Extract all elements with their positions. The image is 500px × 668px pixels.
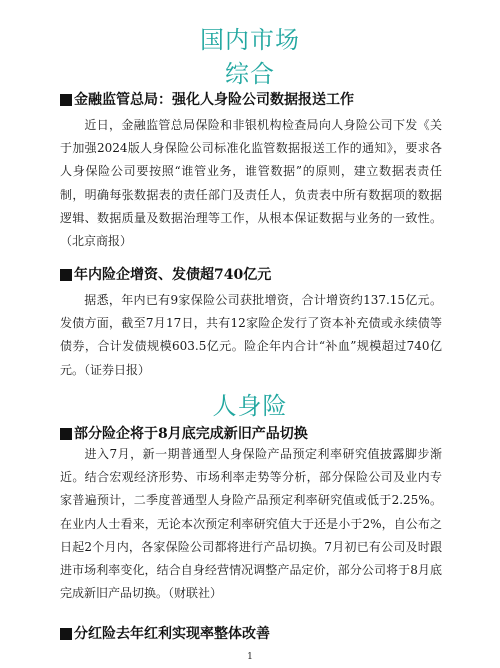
page-number: 1 (247, 652, 253, 662)
article-body-text: 据悉，年内已有9家保险公司获批增资，合计增资约137.15亿元。发债方面，截至7月17日，共有12家险企发行了资本补充债或永续债等债券，合计发债规模603.5亿元。险企年内合计“补血”规模超过740亿元。（证券日报） (60, 293, 442, 377)
square-bullet-icon (60, 628, 72, 640)
section-title-domestic-market: 国内市场 (200, 26, 300, 54)
article-body (60, 443, 442, 605)
article-body (60, 114, 442, 253)
article-heading (60, 265, 271, 285)
section-title-comprehensive: 综合 (225, 60, 275, 88)
section-title-life-insurance: 人身险 (212, 392, 288, 420)
square-bullet-icon (60, 269, 72, 281)
article-heading-text: 金融监管总局：强化人身险公司数据报送工作 (74, 92, 354, 108)
square-bullet-icon (60, 94, 72, 106)
article-heading-text: 分红险去年红利实现率整体改善 (74, 626, 270, 642)
square-bullet-icon (60, 428, 72, 440)
article-heading (60, 624, 270, 644)
article-heading (60, 424, 308, 444)
article-heading-text: 年内险企增资、发债超740亿元 (74, 267, 272, 283)
article-body-text: 近日，金融监管总局保险和非银机构检查局向人身险公司下发《关于加强2024版人身保险公司标准化监管数据报送工作的通知》，要求各人身保险公司要按照“谁管业务，谁管数据”的原则，建立数据表责任制，明确每张数据表的责任部门及责任人，负责表中所有数据项的数据逻辑、数据质量及数据治理等工作，从根本保证数据与业务的一致性。（北京商报） (60, 118, 442, 249)
article-heading (60, 90, 354, 110)
article-body-text: 进入7月，新一期普通型人身保险产品预定利率研究值披露脚步渐近。结合宏观经济形势、市场利率走势等分析，部分保险公司及业内专家普遍预计，二季度普通型人身险产品预定利率研究值或低于2.25%。在业内人士看来，无论本次预定利率研究值大于还是小于2%，自公布之日起2个月内，各家保险公司都将进行产品切换。7月初已有公司及时跟进市场利率变化，结合自身经营情况调整产品定价，部分公司将于8月底完成新旧产品切换。（财联社） (60, 447, 442, 601)
article-heading-text: 部分险企将于8月底完成新旧产品切换 (74, 426, 308, 442)
article-body (60, 289, 442, 382)
